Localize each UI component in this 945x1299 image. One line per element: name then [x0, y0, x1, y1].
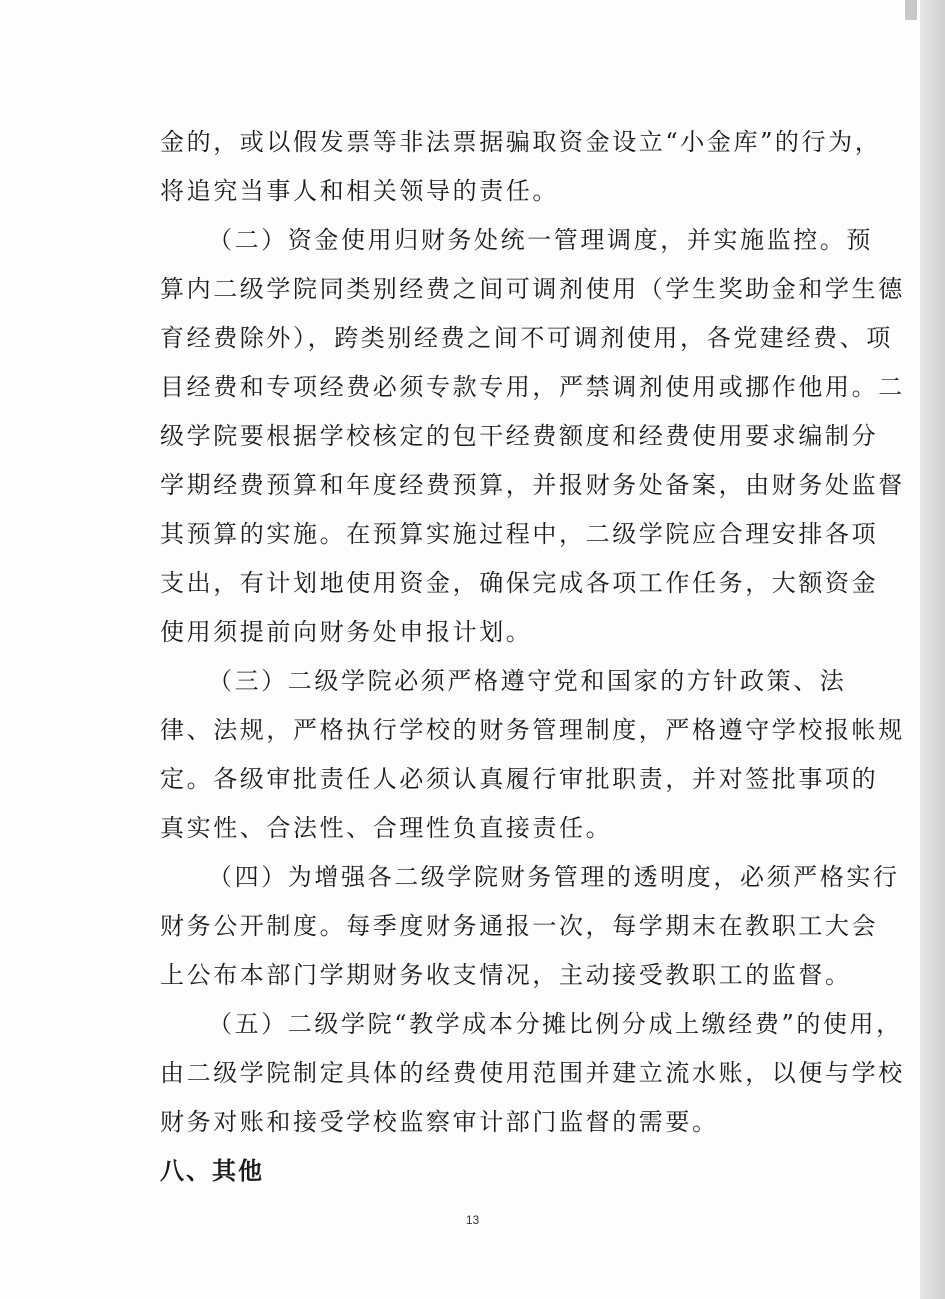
text-line: 育经费除外），跨类别经费之间不可调剂使用，各党建经费、项 [160, 324, 893, 352]
text-line: 定。各级审批责任人必须认真履行审批职责，并对签批事项的 [160, 765, 879, 793]
paragraph-start-line: （三）二级学院必须严格遵守党和国家的方针政策、法 [208, 667, 847, 695]
text-line: 将追究当事人和相关领导的责任。 [160, 177, 559, 205]
text-line: 算内二级学院同类别经费之间可调剂使用（学生奖助金和学生德 [160, 275, 905, 303]
paragraph-start-line: （二）资金使用归财务处统一管理调度，并实施监控。预 [208, 226, 873, 254]
text-line: 目经费和专项经费必须专款专用，严禁调剂使用或挪作他用。二 [160, 373, 905, 401]
text-line: 使用须提前向财务处申报计划。 [160, 618, 533, 646]
text-line: 其预算的实施。在预算实施过程中，二级学院应合理安排各项 [160, 520, 879, 548]
text-line: 财务公开制度。每季度财务通报一次，每学期末在教职工大会 [160, 912, 879, 940]
text-line: 由二级学院制定具体的经费使用范围并建立流水账，以便与学校 [160, 1059, 905, 1087]
text-line: 财务对账和接受学校监察审计部门监督的需要。 [160, 1108, 719, 1136]
text-line: 支出，有计划地使用资金，确保完成各项工作任务，大额资金 [160, 569, 879, 597]
text-line: 上公布本部门学期财务收支情况，主动接受教职工的监督。 [160, 961, 852, 989]
text-line: 律、法规，严格执行学校的财务管理制度，严格遵守学校报帐规 [160, 716, 905, 744]
text-line: 级学院要根据学校核定的包干经费额度和经费使用要求编制分 [160, 422, 879, 450]
text-line: 学期经费预算和年度经费预算，并报财务处备案，由财务处监督 [160, 471, 905, 499]
text-line: 真实性、合法性、合理性负直接责任。 [160, 814, 613, 842]
document-body [160, 118, 905, 1196]
scan-mark [905, 0, 917, 20]
page-number: 13 [465, 1213, 480, 1227]
paragraph-start-line: （四）为增强各二级学院财务管理的透明度，必须严格实行 [208, 863, 900, 891]
section-heading: 八、其他 [160, 1157, 264, 1185]
text-line: 金的，或以假发票等非法票据骗取资金设立“小金库”的行为， [160, 128, 882, 156]
paragraph-start-line: （五）二级学院“教学成本分摊比例分成上缴经费”的使用， [208, 1010, 903, 1038]
page-edge-shadow [920, 0, 945, 1299]
